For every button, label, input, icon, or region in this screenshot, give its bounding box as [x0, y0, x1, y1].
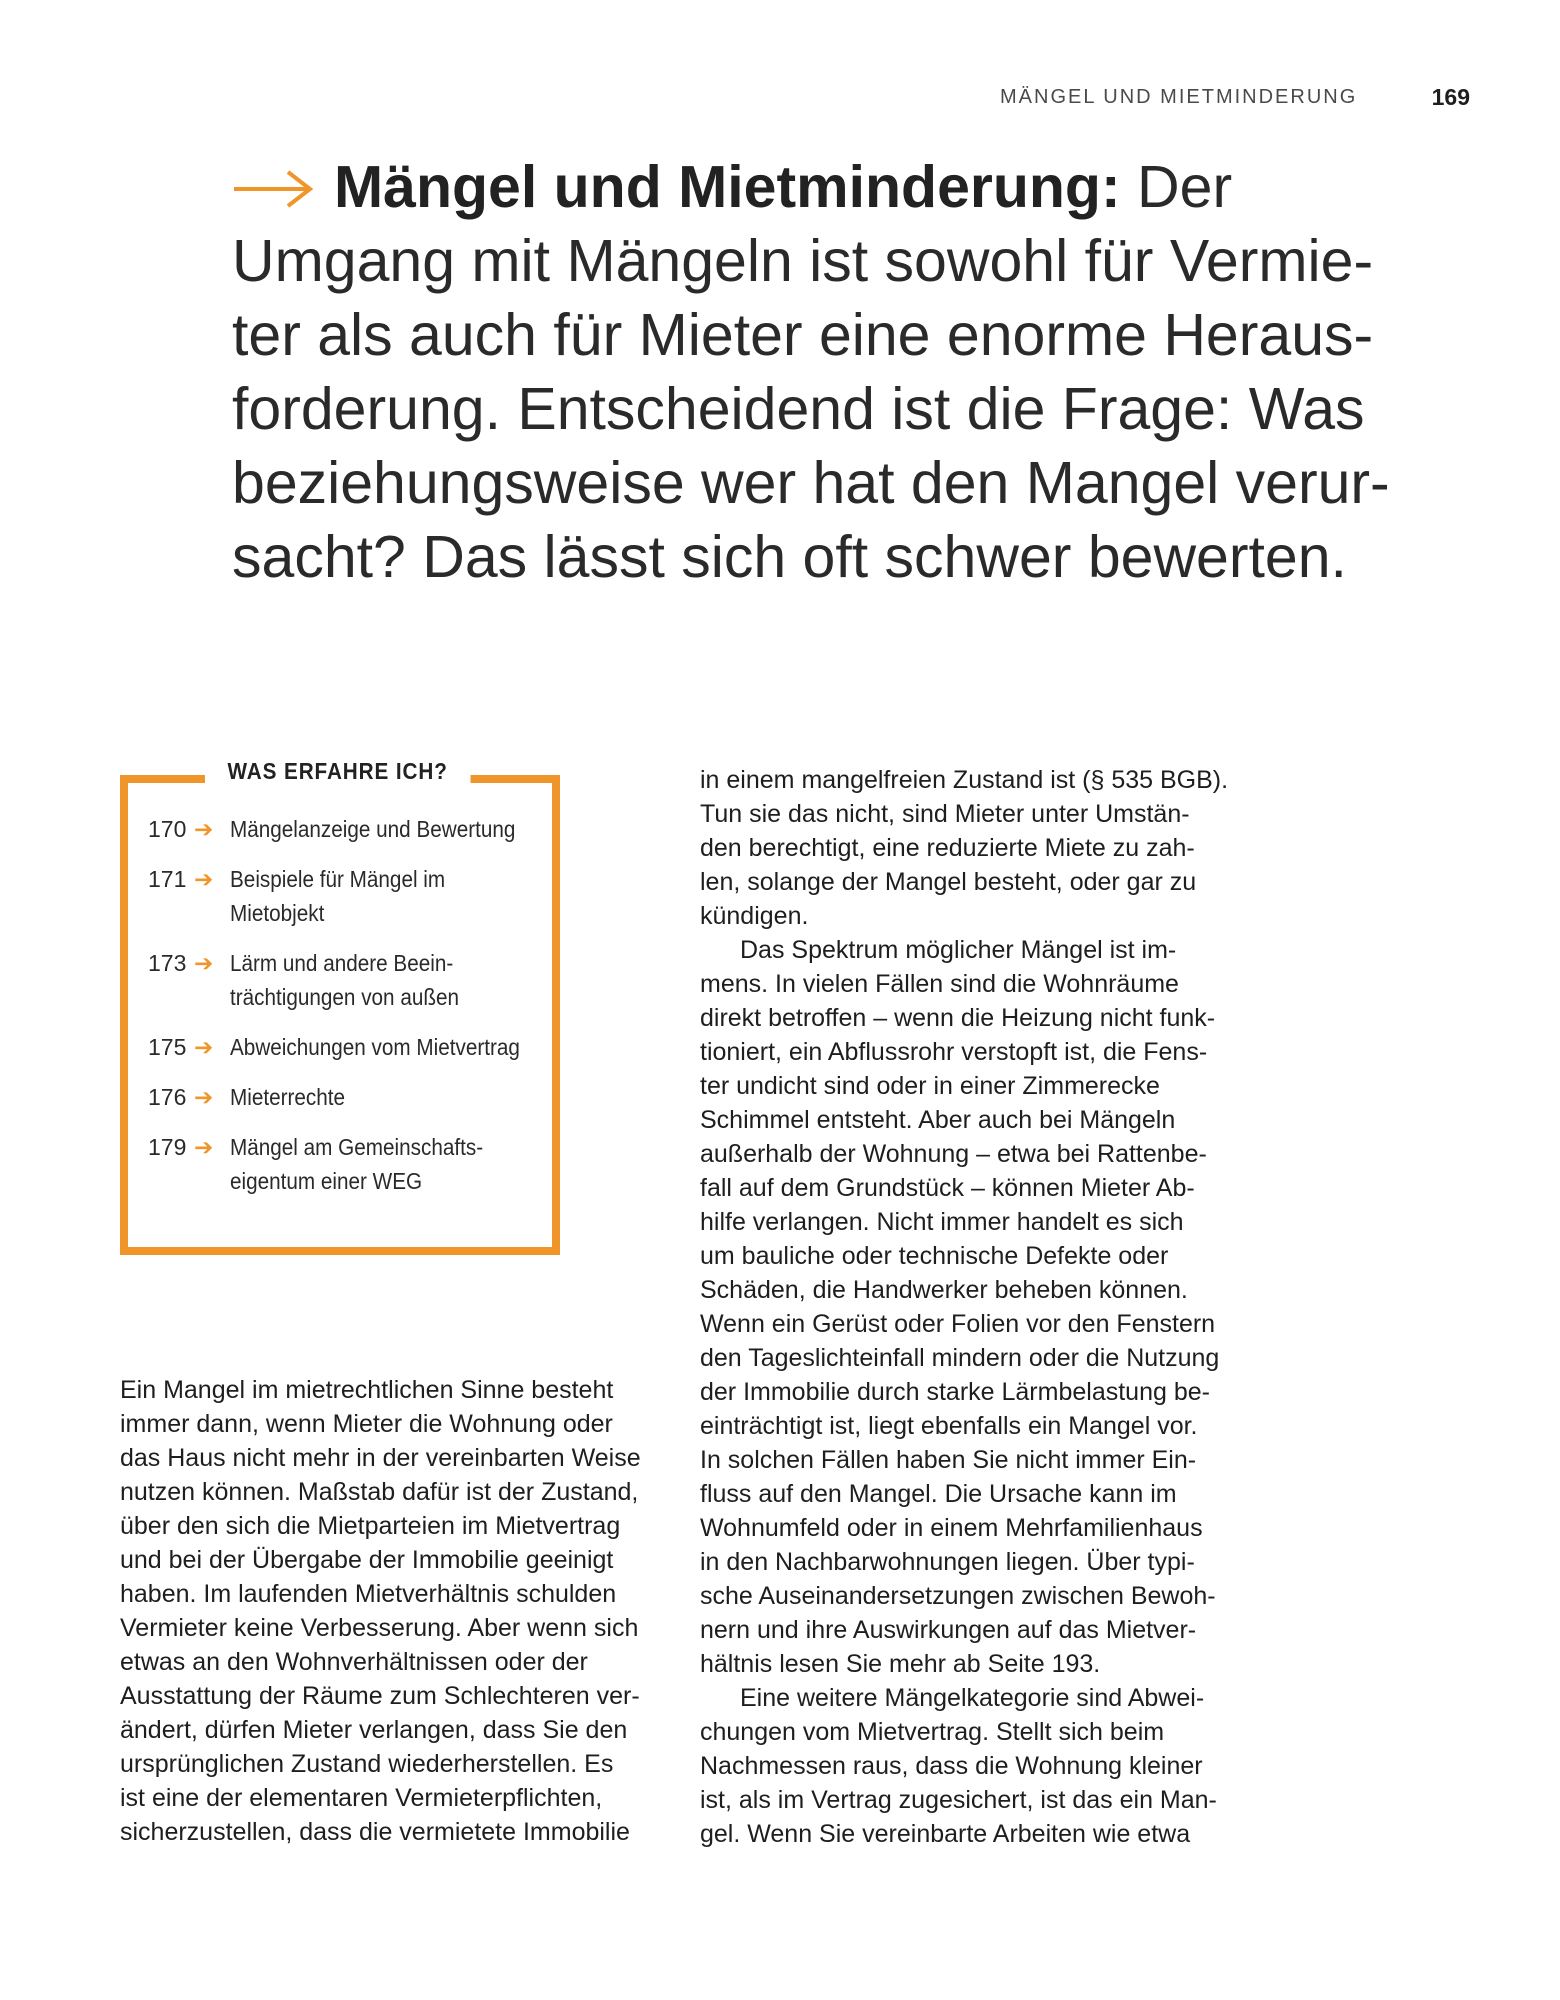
intro-text-line: beziehungsweise wer hat den Mangel verur- [232, 450, 1390, 516]
body-line: Eine weitere Mängelkategorie sind Abwei- [740, 1684, 1205, 1712]
body-line: Schimmel entsteht. Aber auch bei Mängeln [700, 1106, 1176, 1134]
body-line: hilfe verlangen. Nicht immer handelt es sich [700, 1208, 1184, 1236]
body-line: chungen vom Mietvertrag. Stellt sich beim [700, 1718, 1165, 1746]
toc-item-label [230, 812, 568, 846]
toc-item-label [230, 946, 568, 1014]
running-head: MÄNGEL UND MIETMINDERUNG [1000, 86, 1358, 108]
body-line: außerhalb der Wohnung – etwa bei Rattenbe- [700, 1140, 1207, 1168]
intro-text [232, 150, 1482, 594]
intro-line [232, 150, 1482, 224]
toc-page-number: 171 [148, 866, 187, 892]
intro-text-line: Umgang mit Mängeln ist sowohl für Vermie- [232, 228, 1374, 294]
body-line: Das Spektrum möglicher Mängel ist im- [740, 936, 1177, 964]
body-line: fluss auf den Mangel. Die Ursache kann im [700, 1480, 1177, 1508]
arrow-right-icon [232, 169, 314, 209]
body-line: haben. Im laufenden Mietverhältnis schulden [120, 1580, 617, 1608]
body-line: sicherzustellen, dass die vermietete Immobilie [120, 1818, 630, 1846]
body-line: sche Auseinandersetzungen zwischen Bewoh- [700, 1582, 1216, 1610]
toc-item[interactable] [148, 1080, 568, 1114]
body-column-right [700, 763, 1260, 1851]
toc-heading: WAS ERFAHRE ICH? [205, 758, 470, 785]
body-line: der Immobilie durch starke Lärmbelastung be- [700, 1378, 1210, 1406]
intro-text-line: forderung. Entscheidend ist die Frage: Was [232, 376, 1365, 442]
toc-item-label [230, 1030, 568, 1064]
body-line: das Haus nicht mehr in der vereinbarten Weise [120, 1444, 641, 1472]
body-line: mens. In vielen Fällen sind die Wohnräume [700, 970, 1179, 998]
body-line: kündigen. [700, 902, 809, 930]
body-line: um bauliche oder technische Defekte oder [700, 1242, 1169, 1270]
intro-title: Mängel und Mietminderung: [334, 154, 1121, 220]
toc-item-line: trächtigungen von außen [230, 984, 460, 1010]
body-line: nutzen können. Maßstab dafür ist der Zustand, [120, 1478, 639, 1506]
body-line: und bei der Übergabe der Immobilie geeinigt [120, 1546, 614, 1574]
body-line: den Tageslichteinfall mindern oder die Nutzung [700, 1344, 1220, 1372]
body-line: ändert, dürfen Mieter verlangen, dass Sie den [120, 1716, 628, 1744]
body-line: Vermieter keine Verbesserung. Aber wenn sich [120, 1614, 639, 1642]
arrow-right-icon: ➔ [194, 950, 214, 976]
toc-item[interactable] [148, 946, 568, 1014]
body-line: immer dann, wenn Mieter die Wohnung oder [120, 1410, 613, 1438]
toc-item-line: Lärm und andere Beein- [230, 950, 454, 976]
toc-item-line: Mängelanzeige und Bewertung [230, 816, 516, 842]
arrow-right-icon: ➔ [194, 1134, 214, 1160]
toc-page-number: 179 [148, 1134, 187, 1160]
body-line: über den sich die Mietparteien im Mietvertrag [120, 1512, 621, 1540]
body-line: In solchen Fällen haben Sie nicht immer Ein- [700, 1446, 1197, 1474]
body-line: Tun sie das nicht, sind Mieter unter Umstän- [700, 800, 1190, 828]
body-line: Ein Mangel im mietrechtlichen Sinne besteht [120, 1376, 614, 1404]
body-line: Wenn ein Gerüst oder Folien vor den Fenstern [700, 1310, 1216, 1338]
toc-item-line: Mieterrechte [230, 1084, 346, 1110]
toc-item-line: Abweichungen vom Mietvertrag [230, 1034, 520, 1060]
intro-text-line: Der [1120, 154, 1233, 220]
body-line: den berechtigt, eine reduzierte Miete zu zah- [700, 834, 1195, 862]
body-line: Nachmessen raus, dass die Wohnung kleiner [700, 1752, 1203, 1780]
toc-item-line: Mängel am Gemeinschafts- [230, 1134, 484, 1160]
body-line: ter undicht sind oder in einer Zimmerecke [700, 1072, 1160, 1100]
toc-item-line: eigentum einer WEG [230, 1168, 423, 1194]
body-line: fall auf dem Grundstück – können Mieter Ab- [700, 1174, 1195, 1202]
intro-text-line: sacht? Das lässt sich oft schwer bewerten. [232, 524, 1347, 590]
body-line: in einem mangelfreien Zustand ist (§ 535 BGB). [700, 766, 1229, 794]
toc-page-number: 170 [148, 816, 187, 842]
body-line: hältnis lesen Sie mehr ab Seite 193. [700, 1650, 1101, 1678]
body-line: nern und ihre Auswirkungen auf das Mietver- [700, 1616, 1197, 1644]
toc-item-line: Beispiele für Mängel im [230, 866, 446, 892]
toc-item[interactable] [148, 812, 568, 846]
toc-page-number: 176 [148, 1084, 187, 1110]
toc-item-line: Mietobjekt [230, 900, 325, 926]
body-line: ursprünglichen Zustand wiederherstellen. Es [120, 1750, 614, 1778]
toc-page-number: 175 [148, 1034, 187, 1060]
body-line: Schäden, die Handwerker beheben können. [700, 1276, 1188, 1304]
body-line: in den Nachbarwohnungen liegen. Über typi- [700, 1548, 1195, 1576]
toc-item[interactable] [148, 862, 568, 930]
body-line: direkt betroffen – wenn die Heizung nicht funk- [700, 1004, 1216, 1032]
page-number: 169 [1431, 84, 1470, 110]
arrow-right-icon: ➔ [194, 1084, 214, 1110]
body-line: Ausstattung der Räume zum Schlechteren ver- [120, 1682, 640, 1710]
body-line: ist eine der elementaren Vermieterpflichten, [120, 1784, 603, 1812]
toc-item[interactable] [148, 1130, 568, 1198]
toc-item-label [230, 1130, 568, 1198]
arrow-right-icon: ➔ [194, 816, 214, 842]
body-line: etwas an den Wohnverhältnissen oder der [120, 1648, 588, 1676]
body-line: einträchtigt ist, liegt ebenfalls ein Mangel vor. [700, 1412, 1198, 1440]
body-line: ist, als im Vertrag zugesichert, ist das ein Man- [700, 1786, 1217, 1814]
toc-item-label [230, 1080, 568, 1114]
toc-item[interactable] [148, 1030, 568, 1064]
arrow-right-icon: ➔ [194, 1034, 214, 1060]
arrow-right-icon: ➔ [194, 866, 214, 892]
body-line: tioniert, ein Abflussrohr verstopft ist, die Fens- [700, 1038, 1208, 1066]
body-column-left [120, 1373, 680, 1849]
body-line: gel. Wenn Sie vereinbarte Arbeiten wie etwa [700, 1820, 1191, 1848]
body-line: Wohnumfeld oder in einem Mehrfamilienhaus [700, 1514, 1203, 1542]
toc-item-label [230, 862, 568, 930]
intro-text-line: ter als auch für Mieter eine enorme Heraus- [232, 302, 1374, 368]
body-line: len, solange der Mangel besteht, oder gar zu [700, 868, 1197, 896]
toc-list [148, 812, 568, 1214]
toc-page-number: 173 [148, 950, 187, 976]
